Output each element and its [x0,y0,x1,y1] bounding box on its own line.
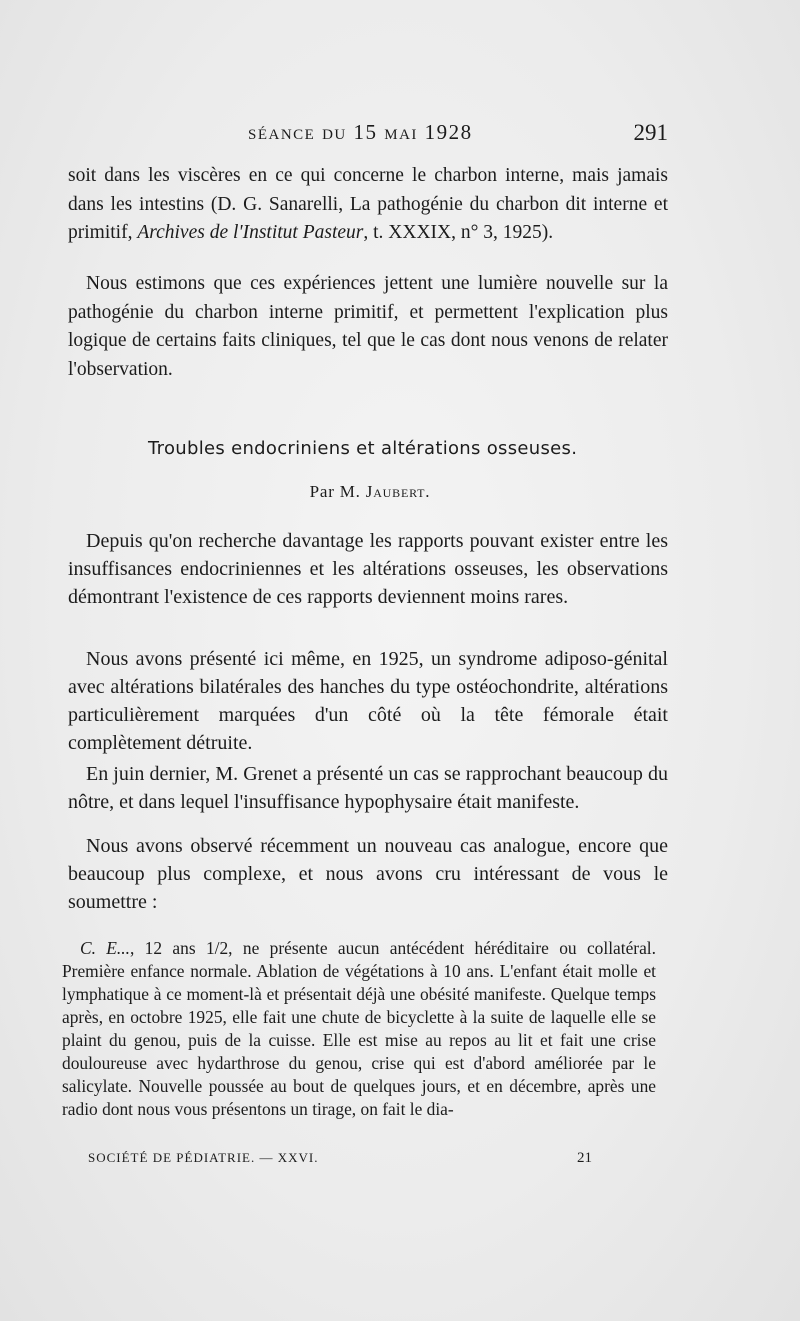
author-name: Jaubert. [365,482,431,501]
paragraph-conclusion-text: Nous estimons que ces expériences jettent une lumière nouvelle sur la pathogénie du charbon interne primitif, et permettent l'explication plus logique de certains faits cliniques, tel que le cas dont nous venons de relater l'observation. [68,273,668,380]
journal-title: Archives de l'Institut Pasteur [137,222,364,244]
paragraph-prior-case [68,645,668,757]
sheet-number: 21 [577,1150,592,1166]
case-report [62,937,656,1121]
author-line [0,482,740,502]
citation-tail: , t. XXXIX, n° 3, 1925). [363,222,554,244]
page-footer [0,1150,800,1172]
paragraph-new-case-text: Nous avons observé récemment un nouveau cas analogue, encore que beaucoup plus complexe, et nous avons cru intéressant de vous le soumettre : [68,835,668,913]
running-head [0,120,800,150]
paragraph-intro [68,527,668,611]
case-report-text: , 12 ans 1/2, ne présente aucun antécédent héréditaire ou collatéral. Première enfance normale. Ablation de végétations à 10 ans. L'enfant était molle et lymphatique à ce moment-là et présentait déjà une obésité manifeste. Quelque temps après, en octobre 1925, elle fait une chute de bicyclette à la suite de laquelle elle se plaint du genou, puis de la cuisse. Elle est mise au repos au lit et fait une crise douloureuse avec hydarthrose du genou, crise qui est d'abord améliorée par le salicylate. Nouvelle poussée au bout de quelques jours, et en décembre, après une radio dont nous vous présentons un tirage, on fait le dia- [62,938,656,1119]
footer-signature: SOCIÉTÉ DE PÉDIATRIE. — XXVI. [88,1150,319,1165]
author-prefix: Par M. [309,482,366,501]
paragraph-continuation [68,162,668,248]
section-title: Troubles endocriniens et altérations osseuses. [148,438,578,459]
paragraph-conclusion [68,270,668,384]
paragraph-continuation-text: soit dans les viscères en ce qui concerne le charbon interne, mais jamais dans les intestins (D. G. Sanarelli, La pathogénie du charbon dit interne et primitif, [68,165,668,244]
paragraph-prior-case-text: Nous avons présenté ici même, en 1925, un syndrome adiposo-génital avec altérations bilatérales des hanches du type ostéochondrite, altérations particulièrement marquées d'un côté où la tête fémorale était complètement détruite. [68,648,668,754]
case-patient-initials: C. E... [80,938,130,958]
paragraph-grenet [68,760,668,816]
paragraph-intro-text: Depuis qu'on recherche davantage les rapports pouvant exister entre les insuffisances endocriniennes et les altérations osseuses, les observations démontrant l'existence de ces rapports deviennent moins rares. [68,530,668,608]
paragraph-grenet-text: En juin dernier, M. Grenet a présenté un cas se rapprochant beaucoup du nôtre, et dans lequel l'insuffisance hypophysaire était manifeste. [68,763,668,813]
paragraph-new-case [68,832,668,916]
page-number: 291 [633,120,668,145]
running-head-title: séance du 15 mai 1928 [248,120,473,144]
